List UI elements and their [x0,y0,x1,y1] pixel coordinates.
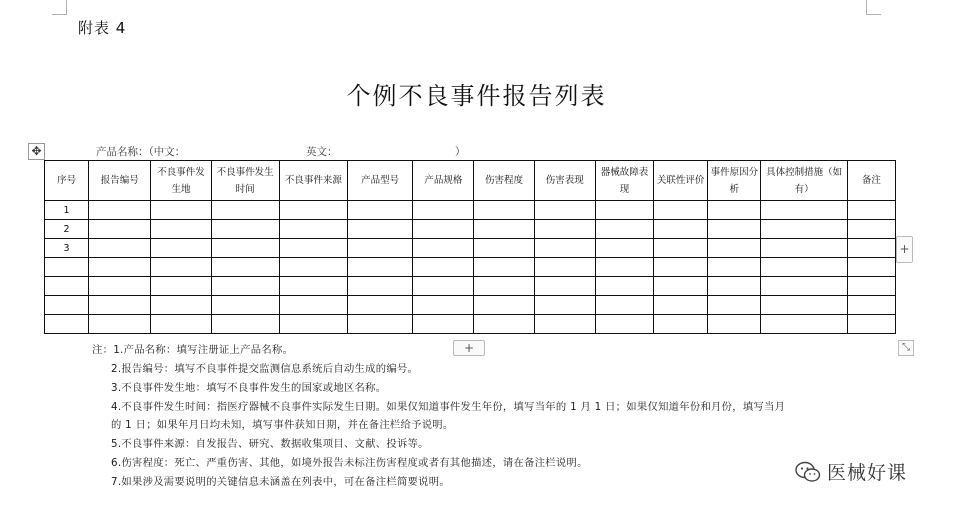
row-number-cell[interactable]: 3 [45,239,89,258]
table-cell[interactable] [708,258,761,277]
table-cell[interactable] [761,296,847,315]
table-cell[interactable] [348,239,413,258]
table-cell[interactable] [654,201,708,220]
table-cell[interactable] [847,258,895,277]
table-cell[interactable] [279,277,347,296]
table-cell[interactable] [534,315,595,334]
table-row [45,258,896,277]
header-cell[interactable]: 报告编号 [89,161,151,201]
table-cell[interactable] [534,258,595,277]
table-cell[interactable] [595,277,653,296]
table-cell[interactable] [708,239,761,258]
table-cell[interactable] [534,296,595,315]
note-line: 5.不良事件来源：自发报告、研究、数据收集项目、文献、投诉等。 [111,438,429,450]
table-cell[interactable] [151,220,211,239]
table-row [45,201,896,220]
move-icon: ✥ [31,144,42,158]
table-cell[interactable] [151,258,211,277]
table-cell[interactable] [847,315,895,334]
header-cell[interactable]: 不良事件来源 [279,161,347,201]
table-cell[interactable] [654,239,708,258]
table-cell[interactable] [847,239,895,258]
table-cell[interactable] [595,201,653,220]
table-cell[interactable] [211,315,279,334]
table-cell[interactable] [348,220,413,239]
table-cell[interactable] [847,296,895,315]
row-number-cell[interactable]: 2 [45,220,89,239]
table-cell[interactable] [474,296,534,315]
table-cell[interactable] [474,201,534,220]
table-cell[interactable] [413,315,474,334]
add-row-button[interactable] [453,340,485,356]
margin-corner-mark [52,0,67,15]
table-cell[interactable] [348,258,413,277]
table-cell[interactable] [348,277,413,296]
table-cell[interactable] [279,315,347,334]
table-cell[interactable] [708,315,761,334]
table-cell[interactable] [761,220,847,239]
note-line: 注：1.产品名称：填写注册证上产品名称。 [92,344,294,356]
header-cell[interactable]: 具体控制措施（如有） [761,161,847,201]
attachment-label: 附表 4 [78,19,127,37]
table-cell[interactable] [847,220,895,239]
table-cell[interactable] [211,220,279,239]
table-cell[interactable] [211,201,279,220]
header-cell[interactable]: 产品规格 [413,161,474,201]
table-cell[interactable] [348,296,413,315]
table-cell[interactable] [89,315,151,334]
table-cell[interactable] [474,277,534,296]
table-cell[interactable] [89,277,151,296]
add-column-button[interactable] [896,236,913,263]
table-cell[interactable] [654,277,708,296]
note-line: 6.伤害程度：死亡、严重伤害、其他，如境外报告未标注伤害程度或者有其他描述，请在备注栏说明。 [111,457,588,469]
table-cell[interactable] [211,296,279,315]
table-cell[interactable] [413,296,474,315]
table-cell[interactable] [595,258,653,277]
row-number-cell[interactable] [45,258,89,277]
table-cell[interactable] [595,220,653,239]
table-cell[interactable] [708,201,761,220]
table-cell[interactable] [211,239,279,258]
header-cell[interactable]: 不良事件发生时间 [211,161,279,201]
watermark-text: 医械好课 [827,462,908,484]
table-cell[interactable] [279,296,347,315]
table-cell[interactable] [654,258,708,277]
table-resize-handle[interactable] [898,340,914,356]
table-cell[interactable] [761,201,847,220]
table-cell[interactable] [348,201,413,220]
table-cell[interactable] [151,277,211,296]
table-row [45,296,896,315]
adverse-event-table [44,160,896,334]
table-cell[interactable] [474,315,534,334]
table-row [45,277,896,296]
table-row [45,239,896,258]
table-cell[interactable] [534,277,595,296]
product-close-paren: ） [455,146,466,158]
table-cell[interactable] [474,239,534,258]
table-cell[interactable] [534,201,595,220]
header-cell[interactable]: 伤害程度 [474,161,534,201]
table-cell[interactable] [708,220,761,239]
product-english-label: 英文： [306,146,338,158]
table-cell[interactable] [534,239,595,258]
table-cell[interactable] [348,315,413,334]
document-title: 个例不良事件报告列表 [346,82,607,110]
table-cell[interactable] [595,239,653,258]
table-cell[interactable] [151,239,211,258]
table-row [45,220,896,239]
table-cell[interactable] [595,296,653,315]
note-line: 3.不良事件发生地：填写不良事件发生的国家或地区名称。 [111,382,387,394]
table-cell[interactable] [211,277,279,296]
row-number-cell[interactable] [45,315,89,334]
row-number-cell[interactable]: 1 [45,201,89,220]
note-line: 2.报告编号：填写不良事件提交监测信息系统后自动生成的编号。 [111,363,419,375]
table-cell[interactable] [413,277,474,296]
table-move-handle[interactable] [28,143,45,160]
header-cell[interactable]: 事件原因分析 [708,161,761,201]
table-cell[interactable] [847,201,895,220]
table-row [45,315,896,334]
table-cell[interactable] [211,258,279,277]
product-name-label: 产品名称：（中文： [96,146,186,158]
table-header-row [45,161,896,201]
table-cell[interactable] [279,258,347,277]
header-cell[interactable]: 不良事件发生地 [151,161,211,201]
table-cell[interactable] [89,296,151,315]
margin-corner-mark [866,0,881,15]
table-cell[interactable] [89,258,151,277]
table-cell[interactable] [708,296,761,315]
note-line: 7.如果涉及需要说明的关键信息未涵盖在列表中，可在备注栏简要说明。 [111,476,450,488]
table-cell[interactable] [595,315,653,334]
table-cell[interactable] [761,258,847,277]
table-cell[interactable] [474,258,534,277]
header-cell[interactable]: 产品型号 [348,161,413,201]
table-cell[interactable] [89,220,151,239]
table-cell[interactable] [413,201,474,220]
table-cell[interactable] [708,277,761,296]
header-cell[interactable]: 序号 [45,161,89,201]
table-cell[interactable] [847,277,895,296]
resize-icon: ⤡ [902,342,910,353]
plus-icon: + [463,341,475,355]
table-cell[interactable] [279,201,347,220]
header-cell[interactable]: 伤害表现 [534,161,595,201]
table-cell[interactable] [151,315,211,334]
table-cell[interactable] [151,201,211,220]
row-number-cell[interactable] [45,277,89,296]
table-cell[interactable] [413,258,474,277]
watermark [795,458,907,485]
header-cell[interactable]: 备注 [847,161,895,201]
table-cell[interactable] [151,296,211,315]
table-cell[interactable] [279,220,347,239]
plus-icon: + [899,242,910,256]
table-cell[interactable] [761,239,847,258]
table-cell[interactable] [413,220,474,239]
table-cell[interactable] [534,220,595,239]
row-number-cell[interactable] [45,296,89,315]
note-line: 4.不良事件发生时间：指医疗器械不良事件实际发生日期。如果仅知道事件发生年份，填写当年的 1 月 1 日；如果仅知道年份和月份，填写当月 [111,401,786,413]
table-cell[interactable] [761,315,847,334]
table-cell[interactable] [279,239,347,258]
wechat-icon [795,461,821,483]
table-cell[interactable] [474,220,534,239]
table-cell[interactable] [654,315,708,334]
table-cell[interactable] [89,239,151,258]
header-cell[interactable]: 关联性评价 [654,161,708,201]
table-cell[interactable] [413,239,474,258]
table-cell[interactable] [654,220,708,239]
table-cell[interactable] [654,296,708,315]
note-line: 的 1 日；如果年月日均未知，填写事件获知日期，并在备注栏给予说明。 [111,419,454,431]
table-cell[interactable] [761,277,847,296]
header-cell[interactable]: 器械故障表现 [595,161,653,201]
table-cell[interactable] [89,201,151,220]
